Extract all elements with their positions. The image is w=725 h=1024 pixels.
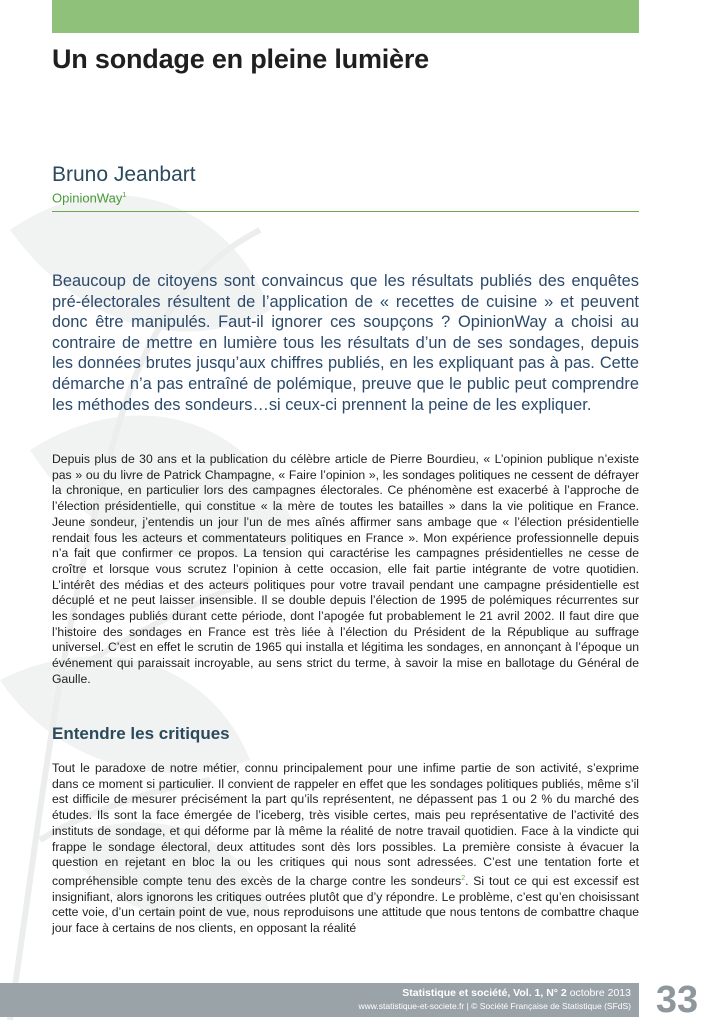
paragraph-2-text-end: . Si tout ce qui est excessif est insignifiant, alors ignorons les critiques outrées plutôt que d’y répondre. Le problème, c’est qu’en choisissant cette voie, d’un certain point de vue, nous reproduisons une attitude que nous tentons de combattre chaque jour face à certains de nos clients, en opposant la réalité bbox=[52, 873, 639, 936]
body-paragraph-1: Depuis plus de 30 ans et la publication du célèbre article de Pierre Bourdieu, « L’opinion publique n’existe pas » ou du livre de Patrick Champagne, « Faire l’opinion », les sondages politiques ne cessent de défrayer la chronique, en particulier lors des campagnes électorales. Ce phénomène est exacerbé à l’approche de l’élection présidentielle, qui constitue « la mère de toutes les batailles » dans la vie politique en France. Jeune sondeur, j’entendis un jour l’un de mes aînés affirmer sans ambage que « l’élection présidentielle rendait fous les acteurs et commentateurs politiques en France ». Mon expérience professionnelle depuis n’a fait que confirmer ce propos. La tension qui caractérise les campagnes présidentielles ne cesse de croître et lorsque vous scrutez l’opinion à cette occasion, elle fait partie intégrante de votre quotidien. L’intérêt des médias et des acteurs politiques pour votre travail pendant une campagne présidentielle est décuplé et ne peut laisser insensible. Il se double depuis l’élection de 1995 de polémiques récurrentes sur les sondages publiés durant cette période, dont l’apogée fut probablement le 21 avril 2002. Il faut dire que l’histoire des sondages en France est très liée à l’élection du Président de la République au suffrage universel. C’est en effet le scrutin de 1965 qui installa et légitima les sondages, en annonçant à l’époque un événement qui paraissait incroyable, au sens strict du terme, à savoir la mise en ballotage du Général de Gaulle. bbox=[52, 452, 639, 686]
footnote-reference[interactable]: 2 bbox=[461, 874, 466, 882]
author-divider bbox=[52, 211, 639, 212]
page-number: 33 bbox=[655, 979, 699, 1021]
body-paragraph-2 bbox=[52, 761, 639, 937]
paragraph-2-text-start: Tout le paradoxe de notre métier, connu principalement pour une infime partie de son activité, s’exprime dans ce moment si particulier. Il convient de rappeler en effet que les sondages politiques publiés, même s’il est difficile de mesurer précisément la part qu’ils représentent, ne dépassent pas 1 ou 2 % du marché des études. Ils sont la face émergée de l’iceberg, très visible certes, mais peu représentative de l’activité des instituts de sondage, et qui déforme par là même la réalité de notre travail quotidien. Face à la vindicte qui frappe le sondage électoral, deux attitudes sont dès lors possibles. La première consiste à évacuer la question en rejetant en bloc la ou les critiques qui nous sont adressées. C’est une tentation forte et compréhensible compte tenu des excès de la charge contre les sondeurs bbox=[52, 761, 639, 888]
author-block bbox=[52, 162, 639, 206]
footer-bar bbox=[0, 983, 639, 1017]
author-affiliation bbox=[52, 188, 639, 206]
section-heading: Entendre les critiques bbox=[52, 724, 230, 743]
affiliation-name: OpinionWay bbox=[52, 190, 123, 206]
header-accent-bar bbox=[52, 0, 639, 33]
footer-credits: www.statistique-et-societe.fr | © Société Française de Statistique (SFdS) bbox=[358, 1001, 631, 1011]
author-name: Bruno Jeanbart bbox=[52, 163, 196, 186]
affiliation-footnote: 1 bbox=[122, 192, 127, 199]
abstract: Beaucoup de citoyens sont convaincus que les résultats publiés des enquêtes pré-électorales résultent de l’application de « recettes de cuisine » et peuvent donc être manipulés. Faut-il ignorer ces soupçons ? OpinionWay a choisi au contraire de mettre en lumière tous les résultats d’un de ses sondages, depuis les données brutes jusqu’aux chiffres publiés, en les expliquant pas à pas. Cette démarche n’a pas entraîné de polémique, preuve que le public peut comprendre les méthodes des sondeurs…si ceux-ci prennent la peine de les expliquer. bbox=[52, 272, 639, 414]
footer-journal-line bbox=[402, 987, 631, 999]
issue-month: octobre 2013 bbox=[569, 987, 631, 999]
journal-citation: Statistique et société, Vol. 1, N° 2 bbox=[402, 987, 567, 999]
page-title: Un sondage en pleine lumière bbox=[52, 44, 429, 74]
